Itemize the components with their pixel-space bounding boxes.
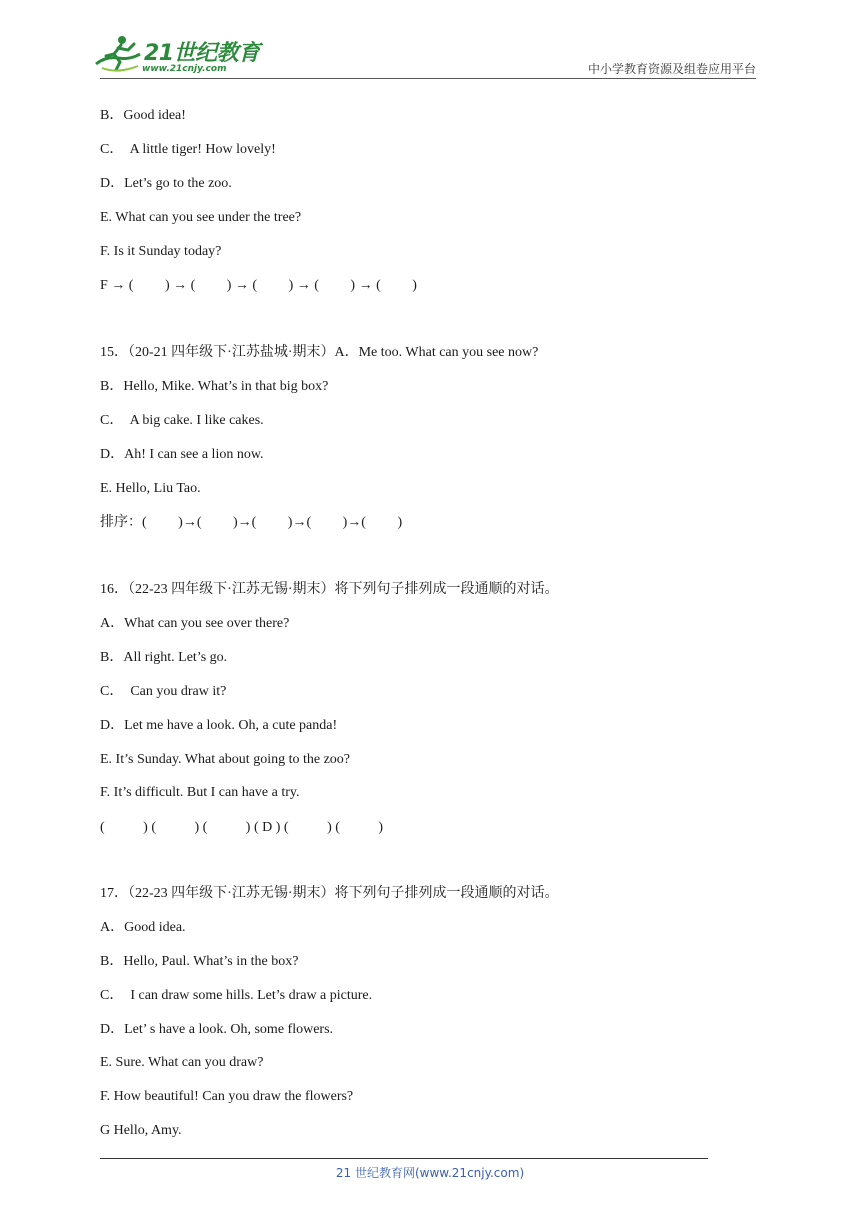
option-line: A．Good idea.	[100, 920, 186, 935]
option-line: E. What can you see under the tree?	[100, 210, 302, 225]
option-line: C． I can draw some hills. Let’s draw a picture.	[100, 988, 373, 1003]
footer-divider	[100, 1158, 708, 1159]
option-line: B．Hello, Mike. What’s in that big box?	[100, 379, 329, 394]
option-line: D．Let’ s have a look. Oh, some flowers.	[100, 1022, 334, 1037]
option-line: D．Let me have a look. Oh, a cute panda!	[100, 718, 338, 733]
option-line: C． A big cake. I like cakes.	[100, 413, 264, 428]
option-line: G Hello, Amy.	[100, 1123, 182, 1138]
option-line: C． Can you draw it?	[100, 684, 227, 699]
footer-link[interactable]: 21 世纪教育网(www.21cnjy.com)	[335, 1166, 525, 1180]
option-line: F. How beautiful! Can you draw the flowers?	[100, 1089, 354, 1104]
answer-sequence: ( ) ( ) ( ) ( D ) ( ) ( )	[100, 820, 384, 835]
header-slogan: 中小学教育资源及组卷应用平台	[587, 62, 756, 76]
question-17-title: 17．（22-23 四年级下·江苏无锡·期末）将下列句子排列成一段通顺的对话。	[100, 886, 559, 901]
question-16-title: 16．（22-23 四年级下·江苏无锡·期末）将下列句子排列成一段通顺的对话。	[100, 582, 559, 597]
question-15-title: 15．（20-21 四年级下·江苏盐城·期末）A．Me too. What can you see now?	[100, 345, 539, 360]
option-line: A．What can you see over there?	[100, 616, 290, 631]
logo-url: www.21cnjy.com	[142, 64, 227, 74]
header-divider	[100, 78, 756, 79]
logo-text: 21世纪教育	[144, 41, 260, 66]
option-line: C． A little tiger! How lovely!	[100, 142, 276, 157]
option-line: B．Hello, Paul. What’s in the box?	[100, 954, 299, 969]
option-line: B．All right. Let’s go.	[100, 650, 228, 665]
answer-sequence: 排序：( )→( )→( )→( )→( )	[100, 515, 403, 530]
option-line: E. It’s Sunday. What about going to the zoo?	[100, 752, 351, 767]
logo	[92, 34, 262, 78]
answer-sequence: F → ( ) → ( ) → ( ) → ( ) → ( )	[100, 278, 417, 293]
option-line: E. Hello, Liu Tao.	[100, 481, 201, 496]
page-header	[0, 0, 860, 90]
option-line: F. It’s difficult. But I can have a try.	[100, 785, 300, 800]
option-line: F. Is it Sunday today?	[100, 244, 222, 259]
runner-logo-icon	[92, 34, 144, 76]
option-line: B．Good idea!	[100, 108, 186, 123]
option-line: D．Let’s go to the zoo.	[100, 176, 232, 191]
option-line: D．Ah! I can see a lion now.	[100, 447, 264, 462]
option-line: E. Sure. What can you draw?	[100, 1055, 264, 1070]
